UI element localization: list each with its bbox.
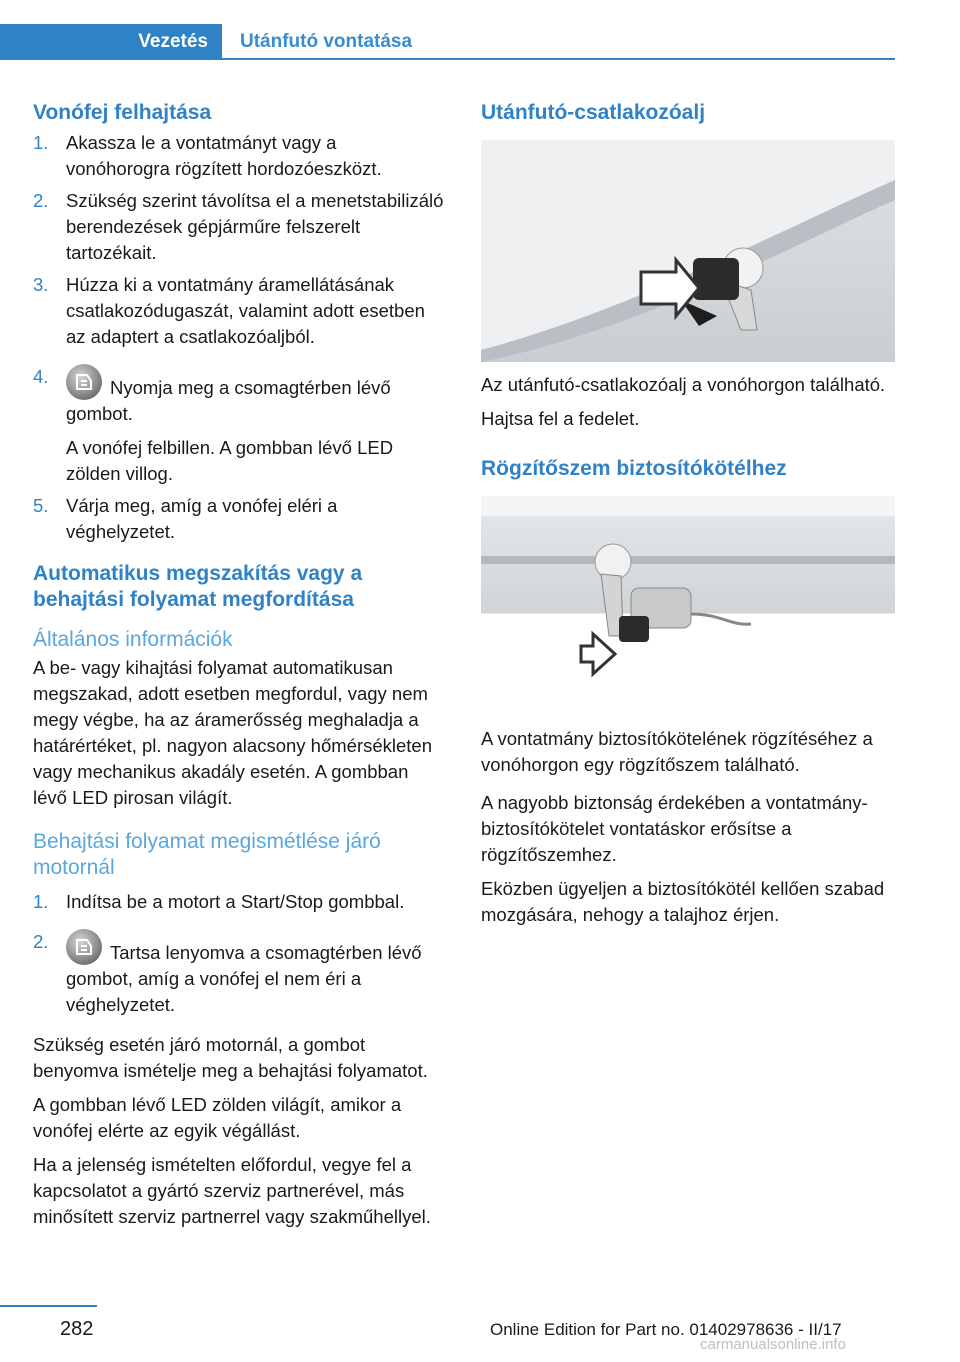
header-rule bbox=[222, 58, 895, 60]
paragraph: A vontatmány biztosítókötelének rögzítéséhez a vonóhorgon egy rögzítőszem található. bbox=[481, 728, 873, 775]
step-text: Tartsa lenyomva a csomagtérben lévő gombot, amíg a vonófej el nem éri a véghelyzetet. bbox=[66, 942, 422, 1015]
subsection-title-general: Általános információk bbox=[33, 628, 233, 651]
chapter-tab: Vezetés bbox=[0, 24, 222, 60]
trailer-socket-illustration bbox=[481, 140, 895, 362]
step-number: 1. bbox=[33, 132, 49, 153]
section-title-vonofej: Vonófej felhajtása bbox=[33, 101, 212, 124]
watermark: carmanualsonline.info bbox=[700, 1336, 846, 1353]
step-number: 3. bbox=[33, 274, 49, 295]
step-text: Várja meg, amíg a vonófej eléri a véghelyzetet. bbox=[66, 495, 338, 542]
paragraph: Szükség esetén járó motornál, a gombot benyomva ismételje meg a behajtási folyamatot. bbox=[33, 1034, 428, 1081]
step-text: Akassza le a vontatmányt vagy a vonóhorogra rögzített hordozóeszközt. bbox=[66, 132, 382, 179]
footer-rule bbox=[0, 1305, 97, 1307]
left-column bbox=[33, 100, 445, 1238]
paragraph: A gombban lévő LED zölden világít, amikor a vonófej elérte az egyik végállást. bbox=[33, 1094, 402, 1141]
step-number: 5. bbox=[33, 495, 49, 516]
step-text: Nyomja meg a csomagtérben lévő gombot. bbox=[66, 377, 391, 424]
step-note: A vonófej felbillen. A gombban lévő LED zölden villog. bbox=[66, 437, 394, 484]
tailgate-button-icon bbox=[66, 929, 102, 965]
list-item bbox=[33, 364, 445, 487]
step-number: 2. bbox=[33, 931, 49, 952]
section-title-automatic: Automatikus megszakítás vagy a behajtási folyamat megfordítása bbox=[33, 562, 363, 611]
steps-list-repeat bbox=[33, 889, 445, 1018]
steps-list-vonofej bbox=[33, 130, 445, 545]
paragraph: Ha a jelenség ismételten előfordul, vegye fel a kapcsolatot a gyártó szerviz partnerével, más minősített szerviz partnerrel vagy szakműhellyel. bbox=[33, 1154, 431, 1227]
list-item bbox=[33, 929, 445, 1018]
section-title-eyelet: Rögzítőszem biztosítókötélhez bbox=[481, 457, 787, 480]
step-number: 1. bbox=[33, 891, 49, 912]
paragraph: A nagyobb biztonság érdekében a vontatmány-biztosítókötelet vontatáskor erősítse a rögzítőszemhez. bbox=[481, 792, 868, 865]
section-title-socket: Utánfutó-csatlakozóalj bbox=[481, 101, 706, 124]
list-item bbox=[33, 493, 445, 545]
general-info-text: A be- vagy kihajtási folyamat automatikusan megszakad, adott esetben megfordul, vagy nem megy végbe, ha az áramerősség meghaladja a határértéket, pl. nagyon alacsony hőmérsékleten vagy mechanikus akadály esetén. A gombban lévő LED pirosan világít. bbox=[33, 657, 433, 808]
section-tab: Utánfutó vontatása bbox=[240, 31, 413, 52]
page-header bbox=[0, 24, 895, 62]
paragraph: Hajtsa fel a fedelet. bbox=[481, 408, 640, 429]
paragraph: Az utánfutó-csatlakozóalj a vonóhorgon található. bbox=[481, 374, 886, 395]
list-item bbox=[33, 130, 445, 182]
page-number: 282 bbox=[60, 1318, 94, 1340]
edition-note: Online Edition for Part no. 01402978636 - II/17 bbox=[490, 1320, 842, 1339]
safety-eyelet-illustration bbox=[481, 496, 895, 692]
list-item bbox=[33, 272, 445, 350]
step-number: 4. bbox=[33, 366, 49, 387]
step-number: 2. bbox=[33, 190, 49, 211]
step-text: Szükség szerint távolítsa el a menetstabilizáló berendezések gépjárműre felszerelt tartozékait. bbox=[66, 190, 444, 263]
subsection-title-repeat: Behajtási folyamat megismétlése járó motornál bbox=[33, 830, 381, 879]
list-item bbox=[33, 889, 445, 915]
right-column bbox=[481, 100, 893, 936]
step-text: Indítsa be a motort a Start/Stop gombbal. bbox=[66, 891, 405, 912]
paragraph: Eközben ügyeljen a biztosítókötél kellően szabad mozgására, nehogy a talajhoz érjen. bbox=[481, 878, 885, 925]
step-text: Húzza ki a vontatmány áramellátásának csatlakozódugaszát, valamint adott esetben az adaptert a csatlakozóaljból. bbox=[66, 274, 425, 347]
list-item bbox=[33, 188, 445, 266]
tailgate-button-icon bbox=[66, 364, 102, 400]
